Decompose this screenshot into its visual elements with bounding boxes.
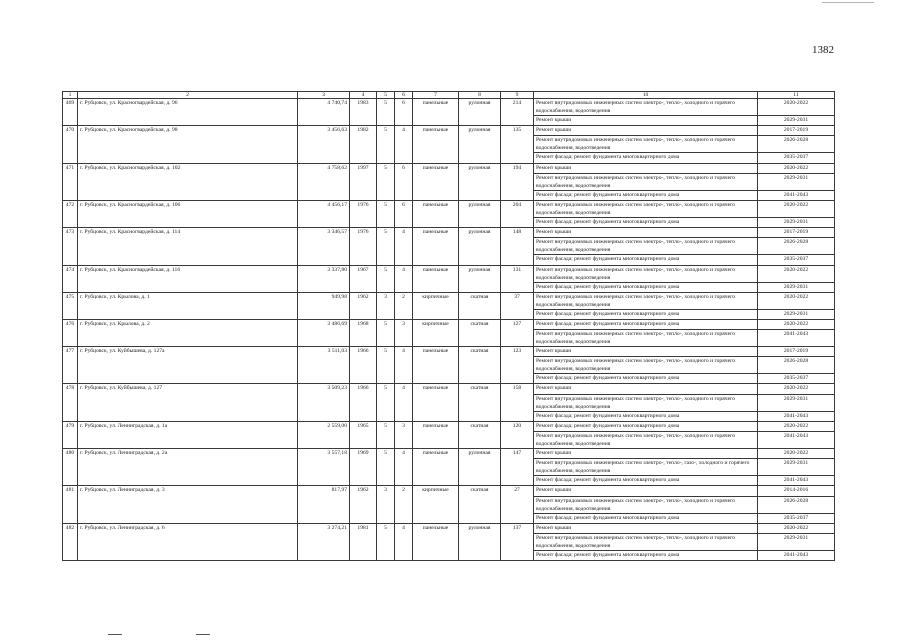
repair-work-type: Ремонт внутридомовых инженерных систем электро-, тепло-, холодного и горячего водоснабжения, водоотведения	[534, 99, 758, 116]
building-number: 474	[63, 265, 78, 292]
entrance-count: 2	[395, 486, 413, 523]
repair-work-type: Ремонт крыши	[534, 116, 758, 126]
construction-year: 1966	[350, 347, 377, 384]
wall-material: панельные	[413, 99, 459, 126]
repair-period: 2017-2019	[758, 347, 835, 357]
repair-period: 2026-2028	[758, 496, 835, 513]
repair-work-type: Ремонт крыши	[534, 347, 758, 357]
repair-work-type: Ремонт внутридомовых инженерных систем электро-, тепло-, холодного и горячего водоснабжения, водоотведения	[534, 496, 758, 513]
construction-year: 1976	[350, 228, 377, 265]
column-number: 8	[459, 92, 501, 99]
floor-count: 5	[377, 449, 395, 486]
resident-count: 214	[501, 99, 534, 126]
roof-type: рулонная	[459, 228, 501, 265]
repair-period: 2020-2022	[758, 292, 835, 309]
wall-material: кирпичные	[413, 486, 459, 523]
repair-work-type: Ремонт фасада; ремонт фундамента многоквартирного дома	[534, 309, 758, 319]
repair-period: 2041-2043	[758, 476, 835, 486]
repair-period: 2041-2043	[758, 432, 835, 449]
building-address: г. Рубцовск, ул. Крылова, д. 2	[78, 319, 298, 346]
floor-count: 5	[377, 319, 395, 346]
roof-type: рулонная	[459, 200, 501, 227]
roof-type: скатная	[459, 421, 501, 448]
repair-work-type: Ремонт фасада; ремонт фундамента многоквартирного дома	[534, 153, 758, 163]
repair-work-type: Ремонт крыши	[534, 449, 758, 459]
repair-work-type: Ремонт крыши	[534, 384, 758, 394]
repair-period: 2020-2022	[758, 319, 835, 329]
repair-work-type: Ремонт фасада; ремонт фундамента многоквартирного дома	[534, 319, 758, 329]
building-number: 482	[63, 523, 78, 560]
roof-type: рулонная	[459, 163, 501, 200]
roof-type: скатная	[459, 292, 501, 319]
total-area: 3 509,23	[298, 384, 350, 421]
repair-work-type: Ремонт внутридомовых инженерных систем электро-, тепло-, холодного и горячего водоснабжения, водоотведения	[534, 238, 758, 255]
entrance-count: 4	[395, 126, 413, 163]
construction-year: 1983	[350, 99, 377, 126]
repair-work-type: Ремонт крыши	[534, 228, 758, 238]
total-area: 3 274,21	[298, 523, 350, 560]
building-number: 478	[63, 384, 78, 421]
capital-repair-register-table	[62, 91, 835, 561]
floor-count: 5	[377, 421, 395, 448]
resident-count: 148	[501, 228, 534, 265]
repair-period: 2020-2022	[758, 265, 835, 282]
total-area: 4 740,74	[298, 99, 350, 126]
repair-period: 2014-2016	[758, 486, 835, 496]
repair-work-type: Ремонт фасада; ремонт фундамента многоквартирного дома	[534, 411, 758, 421]
repair-period: 2029-2031	[758, 394, 835, 411]
column-number: 10	[534, 92, 758, 99]
wall-material: панельные	[413, 163, 459, 200]
repair-period: 2029-2031	[758, 533, 835, 550]
repair-work-type: Ремонт фасада; ремонт фундамента многоквартирного дома	[534, 550, 758, 560]
total-area: 3 337,80	[298, 265, 350, 292]
column-number: 2	[78, 92, 298, 99]
repair-work-type: Ремонт внутридомовых инженерных систем электро-, тепло-, холодного и горячего водоснабжения, водоотведения	[534, 200, 758, 217]
floor-count: 5	[377, 265, 395, 292]
total-area: 4 456,17	[298, 200, 350, 227]
repair-work-type: Ремонт фасада; ремонт фундамента многоквартирного дома	[534, 513, 758, 523]
building-number: 481	[63, 486, 78, 523]
table-row	[63, 126, 835, 136]
roof-type: рулонная	[459, 449, 501, 486]
roof-type: скатная	[459, 319, 501, 346]
resident-count: 123	[501, 347, 534, 384]
construction-year: 1981	[350, 523, 377, 560]
building-number: 470	[63, 126, 78, 163]
floor-count: 5	[377, 228, 395, 265]
repair-period: 2029-2031	[758, 173, 835, 190]
column-number: 6	[395, 92, 413, 99]
roof-type: рулонная	[459, 523, 501, 560]
resident-count: 37	[501, 292, 534, 319]
wall-material: панельные	[413, 449, 459, 486]
building-number: 471	[63, 163, 78, 200]
roof-type: скатная	[459, 347, 501, 384]
total-area: 3 511,03	[298, 347, 350, 384]
table-row	[63, 421, 835, 431]
entrance-count: 4	[395, 228, 413, 265]
total-area: 3 346,57	[298, 228, 350, 265]
column-number: 9	[501, 92, 534, 99]
page-number: 1382	[812, 44, 834, 56]
repair-period: 2017-2019	[758, 126, 835, 136]
wall-material: панельные	[413, 228, 459, 265]
building-address: г. Рубцовск, ул. Ленинградская, д. 6	[78, 523, 298, 560]
building-address: г. Рубцовск, ул. Ленинградская, д. 2а	[78, 449, 298, 486]
repair-period: 2020-2022	[758, 200, 835, 217]
building-address: г. Рубцовск, ул. Красногвардейская, д. 106	[78, 200, 298, 227]
resident-count: 137	[501, 523, 534, 560]
column-number: 3	[298, 92, 350, 99]
construction-year: 1997	[350, 163, 377, 200]
roof-type: рулонная	[459, 126, 501, 163]
repair-period: 2041-2043	[758, 190, 835, 200]
floor-count: 5	[377, 347, 395, 384]
building-address: г. Рубцовск, ул. Ленинградская, д. 1а	[78, 421, 298, 448]
table-row	[63, 449, 835, 459]
construction-year: 1982	[350, 126, 377, 163]
repair-period: 2029-2031	[758, 282, 835, 292]
building-number: 473	[63, 228, 78, 265]
building-number: 472	[63, 200, 78, 227]
repair-work-type: Ремонт внутридомовых инженерных систем электро-, тепло-, холодного и горячего водоснабжения, водоотведения	[534, 432, 758, 449]
repair-period: 2020-2022	[758, 523, 835, 533]
repair-work-type: Ремонт внутридомовых инженерных систем электро-, тепло-, газо-, холодного и горячего водоснабжения, водоотведения	[534, 459, 758, 476]
wall-material: панельные	[413, 347, 459, 384]
entrance-count: 4	[395, 265, 413, 292]
entrance-count: 6	[395, 163, 413, 200]
repair-work-type: Ремонт крыши	[534, 486, 758, 496]
repair-period: 2026-2028	[758, 238, 835, 255]
building-address: г. Рубцовск, ул. Куйбышева, д. 127а	[78, 347, 298, 384]
bottom-edge-mark	[108, 634, 122, 635]
floor-count: 3	[377, 292, 395, 319]
wall-material: панельные	[413, 200, 459, 227]
floor-count: 5	[377, 200, 395, 227]
building-number: 477	[63, 347, 78, 384]
wall-material: панельные	[413, 523, 459, 560]
building-address: г. Рубцовск, ул. Красногвардейская, д. 96	[78, 99, 298, 126]
wall-material: кирпичные	[413, 319, 459, 346]
repair-work-type: Ремонт внутридомовых инженерных систем электро-, тепло-, холодного и горячего водоснабжения, водоотведения	[534, 357, 758, 374]
table-row	[63, 319, 835, 329]
repair-work-type: Ремонт фасада; ремонт фундамента многоквартирного дома	[534, 255, 758, 265]
repair-work-type: Ремонт внутридомовых инженерных систем электро-, тепло-, холодного и горячего водоснабжения, водоотведения	[534, 265, 758, 282]
repair-work-type: Ремонт крыши	[534, 126, 758, 136]
roof-type: рулонная	[459, 265, 501, 292]
entrance-count: 4	[395, 449, 413, 486]
entrance-count: 4	[395, 523, 413, 560]
building-address: г. Рубцовск, ул. Красногвардейская, д. 98	[78, 126, 298, 163]
repair-work-type: Ремонт фасада; ремонт фундамента многоквартирного дома	[534, 421, 758, 431]
construction-year: 1965	[350, 421, 377, 448]
repair-work-type: Ремонт крыши	[534, 523, 758, 533]
entrance-count: 2	[395, 292, 413, 319]
construction-year: 1968	[350, 319, 377, 346]
building-number: 469	[63, 99, 78, 126]
floor-count: 5	[377, 99, 395, 126]
repair-work-type: Ремонт внутридомовых инженерных систем электро-, тепло-, холодного и горячего водоснабжения, водоотведения	[534, 292, 758, 309]
building-address: г. Рубцовск, ул. Красногвардейская, д. 102	[78, 163, 298, 200]
column-number: 1	[63, 92, 78, 99]
repair-period: 2020-2022	[758, 99, 835, 116]
roof-type: скатная	[459, 486, 501, 523]
entrance-count: 4	[395, 347, 413, 384]
total-area: 3 557,18	[298, 449, 350, 486]
resident-count: 194	[501, 163, 534, 200]
resident-count: 127	[501, 319, 534, 346]
construction-year: 1966	[350, 384, 377, 421]
entrance-count: 4	[395, 384, 413, 421]
repair-period: 2020-2022	[758, 421, 835, 431]
total-area: 817,97	[298, 486, 350, 523]
repair-work-type: Ремонт фасада; ремонт фундамента многоквартирного дома	[534, 374, 758, 384]
construction-year: 1962	[350, 486, 377, 523]
repair-period: 2020-2022	[758, 384, 835, 394]
column-number: 5	[377, 92, 395, 99]
repair-period: 2035-2037	[758, 374, 835, 384]
column-number: 7	[413, 92, 459, 99]
building-address: г. Рубцовск, ул. Крылова, д. 1	[78, 292, 298, 319]
repair-period: 2020-2022	[758, 163, 835, 173]
repair-work-type: Ремонт фасада; ремонт фундамента многоквартирного дома	[534, 282, 758, 292]
entrance-count: 6	[395, 200, 413, 227]
repair-period: 2035-2037	[758, 513, 835, 523]
repair-work-type: Ремонт внутридомовых инженерных систем электро-, тепло-, холодного и горячего водоснабжения, водоотведения	[534, 136, 758, 153]
building-address: г. Рубцовск, ул. Красногвардейская, д. 116	[78, 265, 298, 292]
repair-period: 2026-2028	[758, 136, 835, 153]
floor-count: 5	[377, 126, 395, 163]
column-number-row	[63, 92, 835, 99]
floor-count: 3	[377, 486, 395, 523]
total-area: 3 456,63	[298, 126, 350, 163]
construction-year: 1969	[350, 449, 377, 486]
repair-work-type: Ремонт внутридомовых инженерных систем электро-, тепло-, холодного и горячего водоснабжения, водоотведения	[534, 173, 758, 190]
wall-material: панельные	[413, 421, 459, 448]
resident-count: 120	[501, 421, 534, 448]
repair-period: 2026-2028	[758, 357, 835, 374]
repair-work-type: Ремонт крыши	[534, 163, 758, 173]
resident-count: 131	[501, 265, 534, 292]
table-row	[63, 523, 835, 533]
building-number: 480	[63, 449, 78, 486]
column-number: 11	[758, 92, 835, 99]
total-area: 3 486,69	[298, 319, 350, 346]
repair-period: 2041-2043	[758, 550, 835, 560]
wall-material: панельные	[413, 265, 459, 292]
repair-period: 2029-2031	[758, 459, 835, 476]
wall-material: панельные	[413, 384, 459, 421]
repair-period: 2035-2037	[758, 153, 835, 163]
building-address: г. Рубцовск, ул. Красногвардейская, д. 114	[78, 228, 298, 265]
wall-material: панельные	[413, 126, 459, 163]
table-row	[63, 486, 835, 496]
entrance-count: 3	[395, 319, 413, 346]
floor-count: 5	[377, 523, 395, 560]
repair-work-type: Ремонт фасада; ремонт фундамента многоквартирного дома	[534, 476, 758, 486]
entrance-count: 3	[395, 421, 413, 448]
total-area: 4 758,62	[298, 163, 350, 200]
construction-year: 1976	[350, 200, 377, 227]
resident-count: 27	[501, 486, 534, 523]
table-row	[63, 347, 835, 357]
register-body	[63, 99, 835, 561]
construction-year: 1967	[350, 265, 377, 292]
column-number: 4	[350, 92, 377, 99]
construction-year: 1962	[350, 292, 377, 319]
repair-period: 2029-2031	[758, 116, 835, 126]
wall-material: кирпичные	[413, 292, 459, 319]
repair-work-type: Ремонт внутридомовых инженерных систем электро-, тепло-, холодного и горячего водоснабжения, водоотведения	[534, 533, 758, 550]
entrance-count: 6	[395, 99, 413, 126]
repair-period: 2035-2037	[758, 255, 835, 265]
repair-period: 2020-2022	[758, 449, 835, 459]
resident-count: 158	[501, 384, 534, 421]
corner-scan-mark	[822, 2, 874, 3]
building-address: г. Рубцовск, ул. Ленинградская, д. 3	[78, 486, 298, 523]
repair-period: 2041-2043	[758, 330, 835, 347]
repair-work-type: Ремонт фасада; ремонт фундамента многоквартирного дома	[534, 217, 758, 227]
building-number: 476	[63, 319, 78, 346]
floor-count: 5	[377, 384, 395, 421]
resident-count: 204	[501, 200, 534, 227]
bottom-edge-mark	[196, 634, 210, 635]
repair-period: 2041-2043	[758, 411, 835, 421]
resident-count: 135	[501, 126, 534, 163]
building-address: г. Рубцовск, ул. Куйбышева, д. 127	[78, 384, 298, 421]
repair-work-type: Ремонт фасада; ремонт фундамента многоквартирного дома	[534, 190, 758, 200]
total-area: 949,98	[298, 292, 350, 319]
repair-period: 2029-2031	[758, 309, 835, 319]
resident-count: 147	[501, 449, 534, 486]
roof-type: скатная	[459, 384, 501, 421]
table-row	[63, 228, 835, 238]
table-row	[63, 384, 835, 394]
floor-count: 5	[377, 163, 395, 200]
repair-work-type: Ремонт внутридомовых инженерных систем электро-, тепло-, холодного и горячего водоснабжения, водоотведения	[534, 394, 758, 411]
table-row	[63, 163, 835, 173]
repair-period: 2017-2019	[758, 228, 835, 238]
roof-type: рулонная	[459, 99, 501, 126]
building-number: 479	[63, 421, 78, 448]
repair-work-type: Ремонт внутридомовых инженерных систем электро-, тепло-, холодного и горячего водоснабжения, водоотведения	[534, 330, 758, 347]
total-area: 2 559,00	[298, 421, 350, 448]
repair-period: 2029-2031	[758, 217, 835, 227]
building-number: 475	[63, 292, 78, 319]
